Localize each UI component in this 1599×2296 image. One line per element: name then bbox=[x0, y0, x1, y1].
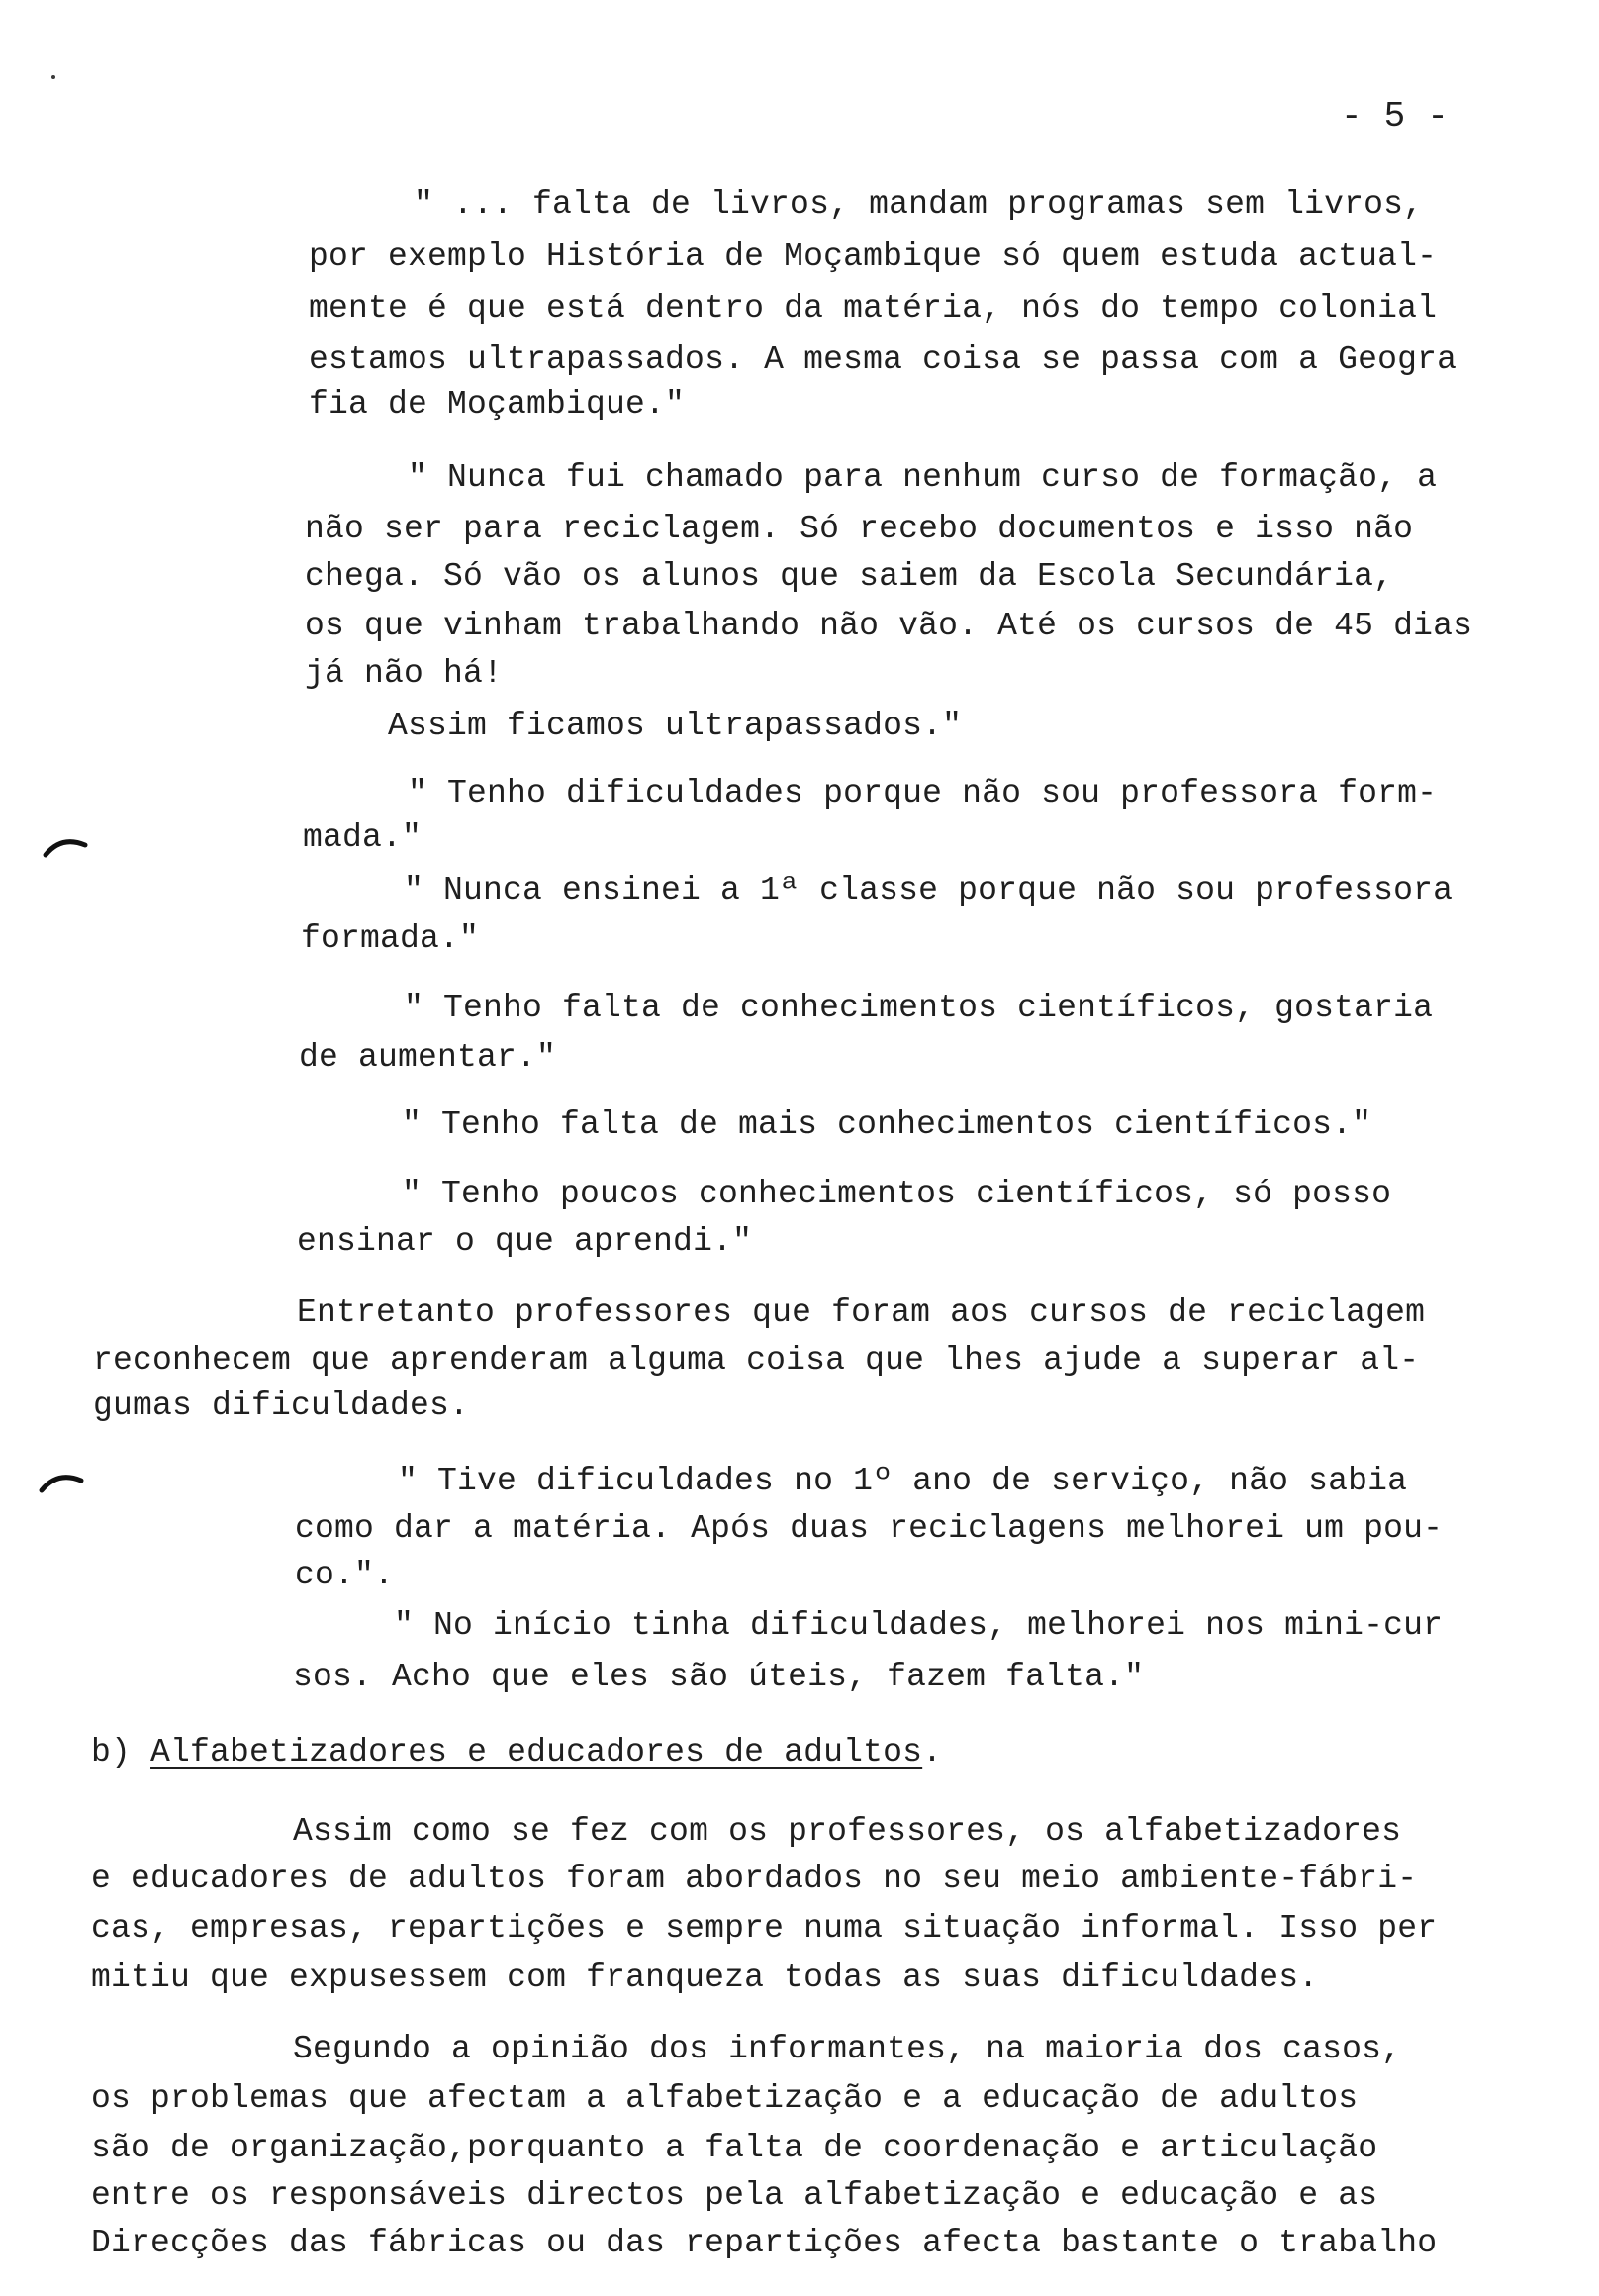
scan-speck bbox=[51, 75, 55, 79]
quote-line: já não há! bbox=[305, 655, 504, 692]
quote-line: co.". bbox=[295, 1557, 395, 1593]
quote-line: os que vinham trabalhando não vão. Até os cursos de 45 dias bbox=[305, 608, 1473, 644]
quote-line: " Nunca ensinei a 1ª classe porque não sou professora bbox=[404, 872, 1454, 909]
quote-line: " Tenho falta de mais conhecimentos científicos." bbox=[402, 1106, 1372, 1143]
paragraph-line: reconhecem que aprenderam alguma coisa que lhes ajude a superar al- bbox=[93, 1342, 1420, 1379]
quote-line: por exemplo História de Moçambique só quem estuda actual- bbox=[309, 239, 1438, 275]
paragraph-line: entre os responsáveis directos pela alfabetização e educação e as bbox=[91, 2177, 1378, 2214]
quote-line: formada." bbox=[301, 920, 480, 957]
quote-line: " No início tinha dificuldades, melhorei nos mini-cur bbox=[394, 1607, 1444, 1644]
quote-line: " Tenho poucos conhecimentos científicos, só posso bbox=[402, 1176, 1392, 1212]
quote-line: ensinar o que aprendi." bbox=[297, 1223, 753, 1260]
paragraph-line: Entretanto professores que foram aos cursos de reciclagem bbox=[297, 1294, 1426, 1331]
paragraph-line: os problemas que afectam a alfabetização e a educação de adultos bbox=[91, 2080, 1359, 2117]
quote-line: " Tenho dificuldades porque não sou professora form- bbox=[408, 775, 1438, 812]
paragraph-line: gumas dificuldades. bbox=[93, 1387, 470, 1424]
quote-line: como dar a matéria. Após duas reciclagens melhorei um pou- bbox=[295, 1510, 1444, 1547]
section-heading bbox=[91, 1736, 942, 1769]
margin-bracket-mark bbox=[38, 1467, 87, 1496]
section-title: Alfabetizadores e educadores de adultos bbox=[150, 1734, 923, 1770]
quote-line: fia de Moçambique." bbox=[309, 386, 686, 423]
paragraph-line: mitiu que expusessem com franqueza todas as suas dificuldades. bbox=[91, 1960, 1319, 1996]
quote-line: Assim ficamos ultrapassados." bbox=[388, 708, 963, 744]
section-label: b) bbox=[91, 1734, 132, 1770]
paragraph-line: Assim como se fez com os professores, os alfabetizadores bbox=[293, 1813, 1402, 1850]
quote-line: mada." bbox=[303, 819, 423, 856]
quote-line: " ... falta de livros, mandam programas sem livros, bbox=[414, 186, 1424, 223]
quote-line: " Nunca fui chamado para nenhum curso de formação, a bbox=[408, 459, 1438, 496]
quote-line: estamos ultrapassados. A mesma coisa se passa com a Geogra bbox=[309, 341, 1458, 378]
paragraph-line: Direcções das fábricas ou das repartições afecta bastante o trabalho bbox=[91, 2225, 1438, 2261]
page-number: - 5 - bbox=[1341, 96, 1450, 137]
quote-line: sos. Acho que eles são úteis, fazem falta." bbox=[293, 1659, 1145, 1695]
margin-bracket-mark bbox=[42, 831, 91, 861]
paragraph-line: e educadores de adultos foram abordados no seu meio ambiente-fábri- bbox=[91, 1861, 1418, 1897]
section-title-end: . bbox=[922, 1734, 943, 1770]
paragraph-line: Segundo a opinião dos informantes, na maioria dos casos, bbox=[293, 2031, 1402, 2067]
quote-line: não ser para reciclagem. Só recebo documentos e isso não bbox=[305, 511, 1414, 547]
quote-line: mente é que está dentro da matéria, nós do tempo colonial bbox=[309, 290, 1438, 327]
quote-line: " Tenho falta de conhecimentos científicos, gostaria bbox=[404, 990, 1434, 1026]
paragraph-line: cas, empresas, repartições e sempre numa situação informal. Isso per bbox=[91, 1910, 1438, 1947]
quote-line: chega. Só vão os alunos que saiem da Escola Secundária, bbox=[305, 558, 1394, 595]
paragraph-line: são de organização,porquanto a falta de coordenação e articulação bbox=[91, 2130, 1378, 2166]
quote-line: " Tive dificuldades no 1º ano de serviço, não sabia bbox=[398, 1463, 1408, 1499]
quote-line: de aumentar." bbox=[299, 1039, 557, 1076]
